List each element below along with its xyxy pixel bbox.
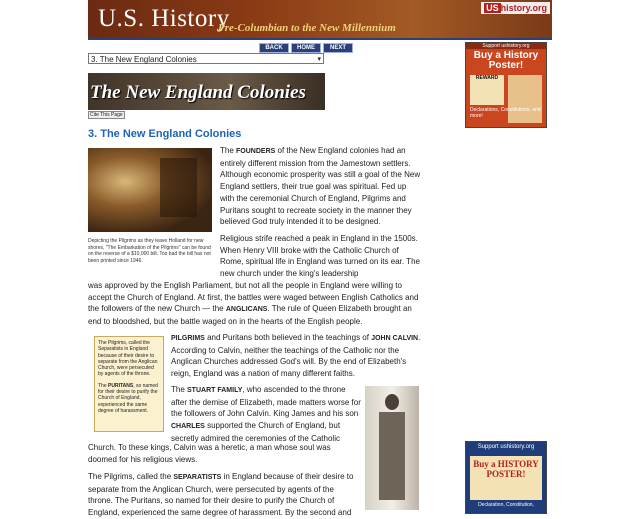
next-button[interactable]: NEXT bbox=[323, 43, 353, 53]
text: and Puritans both believed in the teachings of bbox=[204, 333, 372, 342]
paragraph-religious-strife: Religious strife reached a peak in England in the 1500s. When Henry VIII broke with the Catholic Church of Rome, spiritual life in England was turned on its ear. The new church under the king's leadership bbox=[220, 234, 420, 279]
logo-domain: history.org bbox=[500, 3, 547, 13]
paragraph-anglicans bbox=[88, 280, 422, 328]
text: supported the Church of England, but secretly admired the ceremonies of the Catholic bbox=[171, 421, 341, 443]
ad-headline: Buy a History Poster! bbox=[473, 50, 539, 71]
text: was approved by the English Parliament, but not all the people in England were willing to accept the Church of England. At first, the battles were waged between English Catholics and the followers of the new Church — the bbox=[88, 281, 419, 314]
ad-poster-headline: Buy a HISTORY POSTER! bbox=[470, 456, 542, 500]
keyword-pilgrims[interactable]: PILGRIMS bbox=[171, 335, 205, 342]
image-caption: Depicting the Pilgrims as they leave Holland for new shores, "The Embarkation of the Pilgrims" can be found on the reverse of a $10,000 bill. Too bad the bill has not been printed since 1946. bbox=[88, 238, 211, 264]
reward-label: REWARD bbox=[475, 75, 499, 81]
back-button[interactable]: BACK bbox=[259, 43, 289, 53]
text: in England because of their desire to separate from the Anglican Church, were persecuted by agents of the throne. The Puritans, so named for their desire to purify the Church of England, experienced the same degree of harassment. By the second and bbox=[88, 472, 354, 518]
cite-button[interactable]: Cite This Page bbox=[90, 112, 123, 118]
keyword-separatists[interactable]: SEPARATISTS bbox=[173, 474, 222, 481]
pilgrims-painting-image bbox=[88, 148, 212, 232]
chapter-select-value: 3. The New England Colonies bbox=[91, 55, 197, 64]
sidebar-note-text-2 bbox=[98, 383, 160, 414]
ad-bottom-description: Declaration, Constitution, bbox=[478, 502, 534, 508]
page-title: 3. The New England Colonies bbox=[88, 128, 242, 140]
site-subtitle: Pre-Columbian to the New Millennium bbox=[218, 22, 396, 34]
chevron-down-icon[interactable]: ▾ bbox=[317, 56, 321, 63]
home-button[interactable]: HOME bbox=[291, 43, 321, 53]
text: , who ascended to the throne after the demise of Elizabeth, made matters worse for the followers of John Calvin. King James and his son bbox=[171, 385, 361, 419]
ad-url: Support ushistory.org bbox=[466, 43, 546, 49]
ad-support-text: Support ushistory.org bbox=[477, 444, 535, 450]
paragraph-founders bbox=[220, 145, 422, 228]
title-banner bbox=[88, 73, 325, 110]
reward-poster-image bbox=[470, 75, 504, 105]
paragraph-calvin bbox=[171, 332, 422, 380]
page-nav bbox=[259, 43, 353, 53]
site-title: U.S. History bbox=[98, 5, 230, 32]
site-logo[interactable] bbox=[481, 2, 550, 14]
poster-ad-bottom[interactable] bbox=[465, 441, 547, 514]
poster-ad-top[interactable] bbox=[465, 42, 547, 128]
keyword-charles[interactable]: CHARLES bbox=[171, 423, 205, 431]
text: The bbox=[171, 385, 188, 394]
text: of the New England colonies had an entirely different mission from the Jamestown settlers. Although economic prosperity was still a goal of the New England settlers, their true goal was spiritual. Fed up with the ceremonial Church of England, Pilgrims and Puritans sought to recreate society in the manner they believed God truly intended it to be designed. bbox=[220, 146, 421, 227]
keyword-stuart-family[interactable]: STUART FAMILY bbox=[187, 387, 243, 394]
text: The Pilgrims, called the bbox=[88, 472, 174, 481]
text: . The rule of Queen Elizabeth brought an end to bloodshed, but the battle waged on in the hearts of the English people. bbox=[88, 304, 412, 327]
banner-divider bbox=[88, 38, 552, 40]
paragraph-stuart bbox=[171, 384, 361, 445]
text: . According to Calvin, neither the teachings of the Catholic nor the Anglican Churches addressed God's will. By the end of Elizabeth's reign, England was a nation of many different faiths. bbox=[171, 333, 421, 379]
logo-us: US bbox=[486, 3, 499, 13]
sidebar-note-text: The Pilgrims, called the Separatists in England because of their desire to separate from the Anglican Church, were persecuted by agents of the throne. bbox=[98, 340, 158, 378]
chapter-select[interactable] bbox=[88, 53, 324, 64]
john-calvin-statue-image bbox=[365, 386, 419, 510]
ad-description: Declarations, Constitutions, and more! bbox=[470, 107, 541, 119]
keyword-john-calvin[interactable]: JOHN CALVIN bbox=[371, 335, 419, 342]
site-banner[interactable] bbox=[88, 0, 552, 38]
keyword-anglicans[interactable]: ANGLICANS bbox=[225, 306, 268, 314]
keyword-puritans: PURITANS bbox=[108, 382, 134, 389]
paragraph-heretic: Church. To these kings, Calvin was a heretic, a man whose soul was doomed for his religious views. bbox=[88, 443, 331, 464]
sidebar-note bbox=[94, 336, 164, 432]
keyword-founders[interactable]: FOUNDERS bbox=[236, 148, 276, 155]
text: The bbox=[98, 382, 109, 389]
title-banner-text: The New England Colonies bbox=[90, 82, 306, 103]
text: The bbox=[220, 146, 237, 155]
text: , so named for their desire to purify the Church of England, experienced the same degree of harassment. bbox=[98, 382, 158, 414]
